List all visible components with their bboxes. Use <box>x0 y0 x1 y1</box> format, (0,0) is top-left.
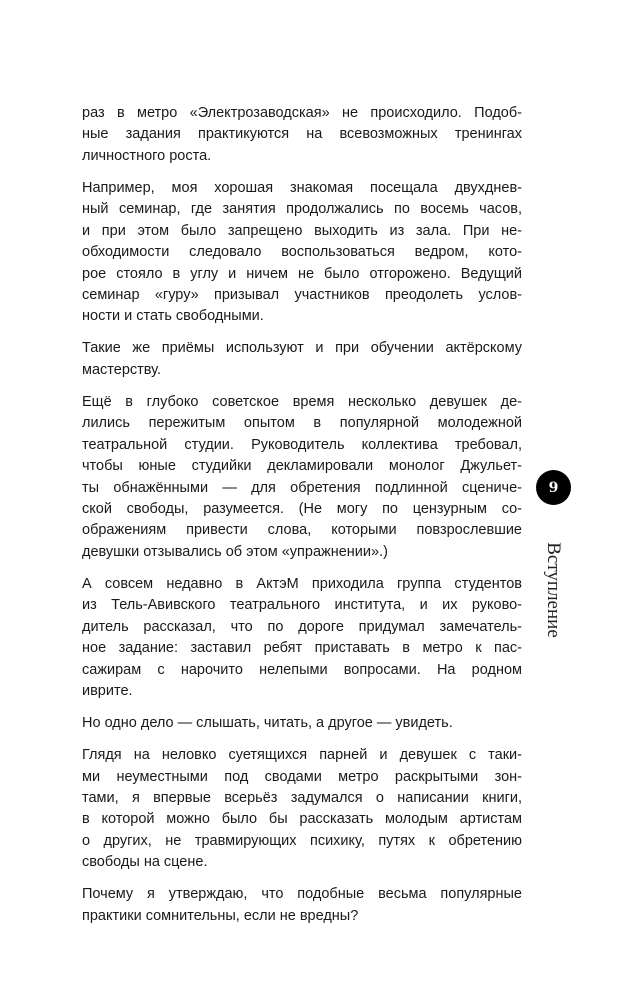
text-line: ображениям привести слова, которыми повзрослевшие <box>82 522 522 539</box>
text-line: А совсем недавно в АктэМ приходила группа студентов <box>82 575 522 592</box>
text-line: рое стояло в углу и ничем не было отгорожено. Ведущий <box>82 265 522 282</box>
text-line: дитель рассказал, что по дороге придумал замечатель- <box>82 618 522 635</box>
paragraph <box>82 884 522 927</box>
text-line: Такие же приёмы используют и при обучении актёрскому <box>82 340 522 357</box>
text-line: Глядя на неловко суетящихся парней и девушек с таки- <box>82 747 522 764</box>
text-line: обходимости следовало воспользоваться ведром, кото- <box>82 244 522 261</box>
text-line: лились пережитым опытом в популярной молодежной <box>82 415 522 432</box>
paragraph <box>82 103 522 167</box>
text-line: в которой можно было бы рассказать молодым артистам <box>82 811 522 828</box>
paragraph <box>82 178 522 328</box>
text-line: ности и стать свободными. <box>82 308 264 325</box>
paragraph <box>82 745 522 873</box>
text-line: сажирам с нарочито нелепыми вопросами. На родном <box>82 661 522 678</box>
paragraph <box>82 713 522 734</box>
text-line: иврите. <box>82 682 133 699</box>
text-line: ской свободы, разумеется. (Не могу по цензурным со- <box>82 500 522 517</box>
text-line: из Тель-Авивского театрального института, и их руково- <box>82 597 522 614</box>
page-number-badge <box>536 470 571 505</box>
text-line: девушки отзывались об этом «упражнении».) <box>82 543 388 560</box>
text-line: чтобы юные студийки декламировали монолог Джульет- <box>82 458 522 475</box>
body-text <box>82 103 522 938</box>
paragraph <box>82 392 522 563</box>
chapter-running-title: Вступление <box>543 542 564 638</box>
text-line: Но одно дело — слышать, читать, а другое — увидеть. <box>82 715 453 731</box>
text-line: театральной студии. Руководитель коллектива требовал, <box>82 436 522 453</box>
text-line: ные задания практикуются на всевозможных тренингах <box>82 126 522 143</box>
text-line: ное задание: заставил ребят приставать в метро к пас- <box>82 640 522 657</box>
text-line: семинар «гуру» призывал участников преодолеть услов- <box>82 286 522 303</box>
text-line: и при этом было запрещено выходить из зала. При не- <box>82 222 522 239</box>
text-line: ты обнажёнными — для обретения подлинной сцениче- <box>82 479 522 496</box>
text-line: Почему я утверждаю, что подобные весьма популярные <box>82 886 522 903</box>
text-line: личностного роста. <box>82 147 212 164</box>
text-line: тами, я впервые всерьёз задумался о написании книги, <box>82 789 522 806</box>
text-line: Например, моя хорошая знакомая посещала двухднев- <box>82 179 522 196</box>
paragraph <box>82 338 522 381</box>
text-line: свободы на сцене. <box>82 854 208 871</box>
text-line: ми неуместными под сводами метро раскрытыми зон- <box>82 768 522 785</box>
text-line: о других, не травмирующих психику, путях к обретению <box>82 832 522 849</box>
text-line: раз в метро «Электрозаводская» не происходило. Подоб- <box>82 105 522 121</box>
paragraph <box>82 574 522 702</box>
text-line: ный семинар, где занятия продолжались по восемь часов, <box>82 201 522 218</box>
text-line: практики сомнительны, если не вредны? <box>82 907 359 924</box>
text-line: мастерству. <box>82 361 161 378</box>
page-number: 9 <box>548 479 559 496</box>
text-line: Ещё в глубоко советское время несколько девушек де- <box>82 393 522 410</box>
